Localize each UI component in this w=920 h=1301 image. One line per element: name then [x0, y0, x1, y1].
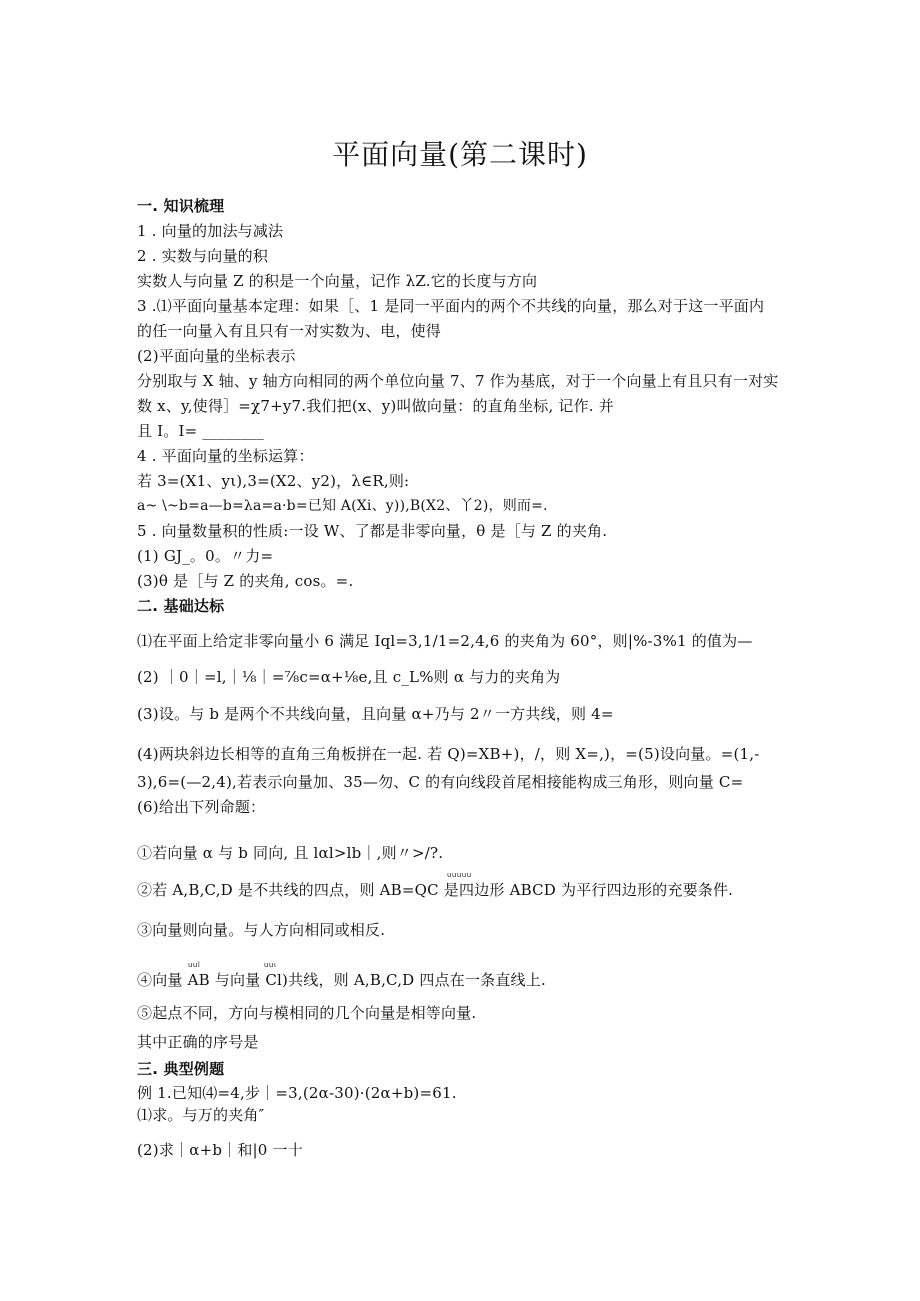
vector-arrow-mark-cd: uuι [264, 961, 277, 969]
basics-question-6: (6)给出下列命题： [137, 798, 266, 816]
basics-question-1: ⑴在平面上给定非零向量小 6 满足 Iql=3,1/1=2,4,6 的夹角为 60°，则|%-3%1 的值为— [137, 632, 753, 650]
knowledge-line-14: (1) GJ_。0。〃力= [137, 547, 274, 565]
page-title: 平面向量(第二课时) [332, 138, 588, 171]
example-1: 例 1.已知⑷=4,步｜=3,(2α-30)·(2α+b)=61. [137, 1084, 457, 1102]
proposition-1: ①若向量 α 与 b 同向, 且 lαl>lb｜,则〃>/?. [137, 844, 444, 862]
vector-arrow-mark: uuuuu [447, 871, 472, 879]
knowledge-line-13: 5 . 向量数量积的性质:一设 W、了都是非零向量，θ 是［与 Z 的夹角. [137, 522, 608, 540]
knowledge-line-15: (3)θ 是［与 Z 的夹角, cos。=. [137, 572, 354, 590]
knowledge-line-2: 2 . 实数与向量的积 [137, 247, 269, 265]
example-1-part-1: ⑴求。与万的夹角″ [137, 1106, 265, 1124]
basics-question-3: (3)设。与 b 是两个不共线向量，且向量 α+乃与 2〃一方共线，则 4= [137, 705, 614, 723]
proposition-3: ③向量则向量。与人方向相同或相反. [137, 921, 386, 939]
basics-question-4-line-1: (4)两块斜边长相等的直角三角板拼在一起. 若 Q)=XB+)，/，则 X=,)，=(5)设向量。=(1,- [137, 745, 760, 763]
section-heading-knowledge: 一. 知识梳理 [137, 197, 225, 215]
knowledge-line-6: (2)平面向量的坐标表示 [137, 347, 296, 365]
knowledge-line-3: 实数人与向量 Z 的积是一个向量，记作 λZ.它的长度与方向 [137, 272, 538, 290]
knowledge-line-4: 3 .⑴平面向量基本定理：如果［、1 是同一平面内的两个不共线的向量，那么对于这一平面内 [137, 297, 765, 315]
vector-arrow-mark-ab: uul [188, 961, 201, 969]
basics-question-4-line-2: 3),6=(—2,4),若表示向量加、35—勿、C 的有向线段首尾相接能构成三角形，则向量 C= [137, 773, 744, 791]
section-heading-examples: 三. 典型例题 [137, 1060, 225, 1078]
proposition-4: ④向量 AB 与向量 Cl)共线，则 A,B,C,D 四点在一条直线上. [137, 971, 546, 989]
example-1-part-2: (2)求｜α+b｜和|0 一十 [137, 1141, 303, 1159]
section-heading-basics: 二. 基础达标 [137, 597, 225, 615]
knowledge-line-7: 分别取与 X 轴、y 轴方向相同的两个单位向量 7、7 作为基底，对于一个向量上有且只有一对实 [137, 372, 779, 390]
knowledge-line-1: 1 . 向量的加法与减法 [137, 222, 284, 240]
proposition-5: ⑤起点不同，方向与模相同的几个向量是相等向量. [137, 1004, 477, 1022]
knowledge-line-11: 若 3=(X1、yι),3=(X2、y2)，λ∈R,则: [137, 472, 410, 490]
knowledge-line-5: 的任一向量入有且只有一对实数为、电，使得 [137, 322, 442, 340]
basics-question-2: (2) ｜0｜=l,｜⅛｜=⅞c=α+⅛e,且 c_L%则 α 与力的夹角为 [137, 668, 561, 686]
proposition-2: ②若 A,B,C,D 是不共线的四点，则 AB=QC 是四边形 ABCD 为平行四边形的充要条件. [137, 881, 734, 899]
knowledge-line-10: 4 . 平面向量的坐标运算： [137, 447, 314, 465]
knowledge-line-8: 数 x、y,使得］=χ7+y7.我们把(x、y)叫做向量：的直角坐标, 记作. 并 [137, 397, 614, 415]
knowledge-line-9: 且 I。I= ________ [137, 422, 264, 440]
answer-prompt: 其中正确的序号是 [137, 1033, 259, 1051]
knowledge-line-12: a~ \~b=a—b=λa=a·b=已知 A(Xi、y)),B(X2、丫2)，则而=. [137, 498, 548, 514]
